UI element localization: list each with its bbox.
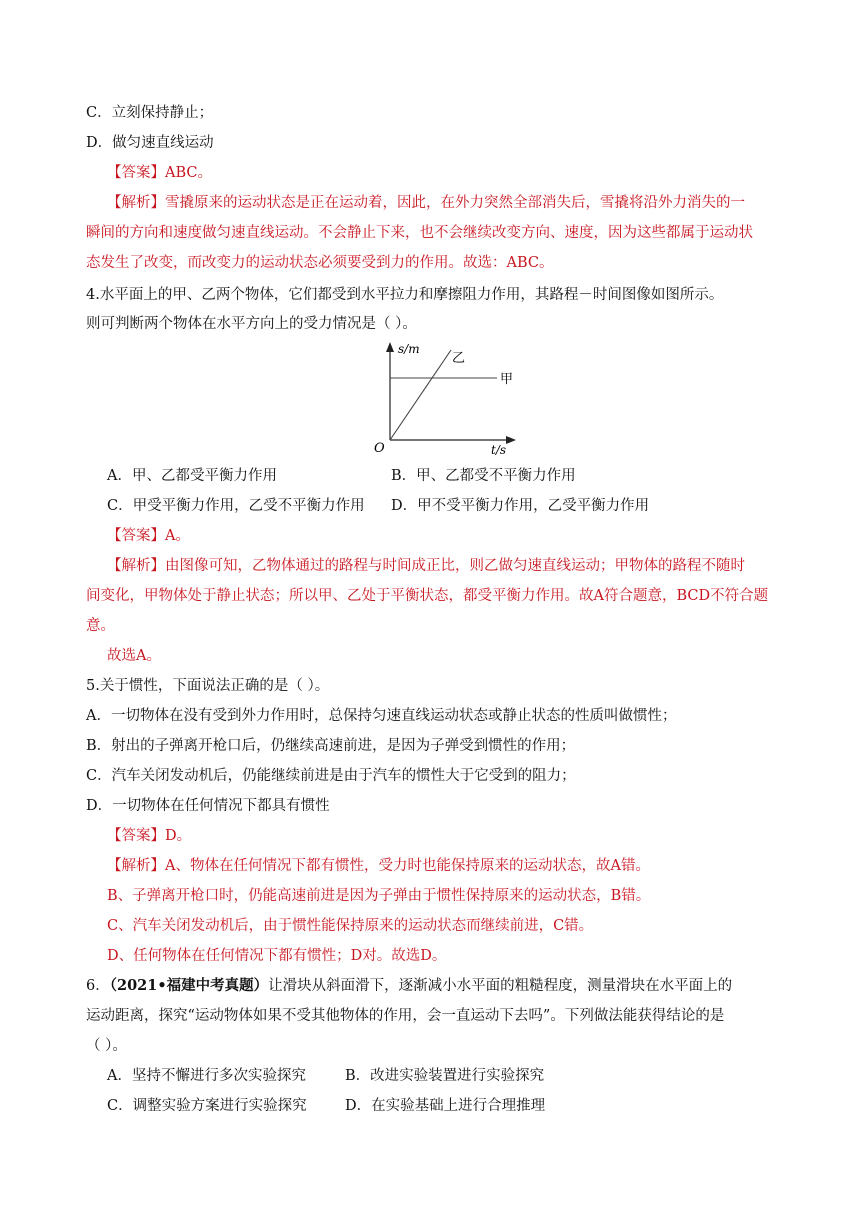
analysis-text: 雪撬原来的运动状态是正在运动着，因此，在外力突然全部消失后，雪撬将沿外力消失的一	[165, 195, 745, 211]
x-axis-label: t/s	[491, 443, 507, 457]
answer-tag: 【答案】	[107, 828, 165, 844]
q4-analysis-line-2: 间变化，甲物体处于静止状态；所以甲、乙处于平衡状态，都受平衡力作用。故A符合题意，BCD不符合题	[86, 588, 769, 604]
q3-analysis-line-3: 态发生了改变，而改变力的运动状态必须要受到力的作用。故选：ABC。	[86, 255, 554, 271]
question-source: （2021•福建中考真题）	[109, 977, 269, 994]
q6-option-b: B．改进实验装置进行实验探究	[345, 1068, 545, 1084]
q5-option-c: C．汽车关闭发动机后，仍能继续前进是由于汽车的惯性大于它受到的阻力；	[86, 768, 576, 784]
q5-option-a: A．一切物体在没有受到外力作用时，总保持匀速直线运动状态或静止状态的性质叫做惯性；	[86, 708, 677, 724]
q3-answer	[107, 163, 212, 183]
q4-option-b: B．甲、乙都受不平衡力作用	[391, 468, 576, 484]
q5-option-d: D．一切物体在任何情况下都具有惯性	[86, 798, 330, 814]
q5-analysis-line-1	[107, 856, 650, 876]
q4-stem-line-2: 则可判断两个物体在水平方向上的受力情况是（ ）。	[86, 316, 417, 332]
label-jia: 甲	[500, 372, 514, 387]
q5-analysis-line-4: D、任何物体在任何情况下都有惯性；D对。故选D。	[107, 948, 447, 964]
analysis-tag: 【解析】	[107, 195, 165, 211]
answer-text: A。	[165, 528, 190, 544]
q6-option-a: A．坚持不懈进行多次实验探究	[107, 1068, 306, 1084]
q4-conclusion: 故选A。	[107, 648, 161, 664]
q3-option-c: C．立刻保持静止；	[86, 105, 214, 121]
q3-analysis-line-1	[107, 193, 745, 213]
q5-analysis-line-2: B、子弹离开枪口时，仍能高速前进是因为子弹由于惯性保持原来的运动状态，B错。	[107, 888, 651, 904]
label-yi: 乙	[452, 351, 466, 366]
analysis-text: A、物体在任何情况下都有惯性，受力时也能保持原来的运动状态，故A错。	[165, 858, 650, 874]
q5-option-b: B．射出的子弹离开枪口后，仍继续高速前进，是因为子弹受到惯性的作用；	[86, 738, 576, 754]
stem-text: 让滑块从斜面滑下，逐渐减小水平面的粗糙程度，测量滑块在水平面上的	[268, 978, 733, 994]
q3-analysis-line-2: 瞬间的方向和速度做匀速直线运动。不会静止下来，也不会继续改变方向、速度，因为这些都属于运动状	[86, 225, 753, 241]
q6-stem-line-3: （ ）。	[86, 1038, 127, 1054]
q6-stem-line-2: 运动距离，探究“运动物体如果不受其他物体的作用，会一直运动下去吗”。下列做法能获得结论的是	[86, 1008, 725, 1024]
q4-option-a: A．甲、乙都受平衡力作用	[107, 468, 277, 484]
y-axis-arrow	[386, 342, 394, 352]
series-yi-line	[390, 350, 451, 440]
q6-option-d: D．在实验基础上进行合理推理	[345, 1098, 546, 1114]
analysis-tag: 【解析】	[107, 858, 165, 874]
q5-stem: 5.关于惯性，下面说法正确的是（ ）。	[86, 678, 330, 694]
q6-option-c: C．调整实验方案进行实验探究	[107, 1098, 307, 1114]
analysis-text: 由图像可知，乙物体通过的路程与时间成正比，则乙做匀速直线运动；甲物体的路程不随时	[165, 558, 745, 574]
origin-label: O	[374, 441, 385, 456]
q4-option-d: D．甲不受平衡力作用，乙受平衡力作用	[391, 498, 650, 514]
analysis-tag: 【解析】	[107, 558, 165, 574]
st-graph-figure	[360, 340, 530, 460]
q5-answer	[107, 826, 191, 846]
answer-text: ABC。	[165, 165, 212, 181]
q4-answer	[107, 526, 190, 546]
answer-tag: 【答案】	[107, 165, 165, 181]
q5-analysis-line-3: C、汽车关闭发动机后，由于惯性能保持原来的运动状态而继续前进，C错。	[107, 918, 594, 934]
x-axis-arrow	[506, 436, 516, 444]
y-axis-label: s/m	[398, 342, 420, 356]
q4-stem-line-1: 4.水平面上的甲、乙两个物体，它们都受到水平拉力和摩擦阻力作用，其路程－时间图像如图所示。	[86, 287, 724, 303]
q3-option-d: D．做匀速直线运动	[86, 135, 214, 151]
q4-analysis-line-3: 意。	[86, 618, 115, 634]
answer-tag: 【答案】	[107, 528, 165, 544]
question-number: 6．	[86, 978, 110, 994]
answer-text: D。	[165, 828, 192, 844]
q6-stem-line-1	[86, 976, 732, 996]
q4-option-c: C．甲受平衡力作用，乙受不平衡力作用	[107, 498, 365, 514]
q4-analysis-line-1	[107, 556, 745, 576]
